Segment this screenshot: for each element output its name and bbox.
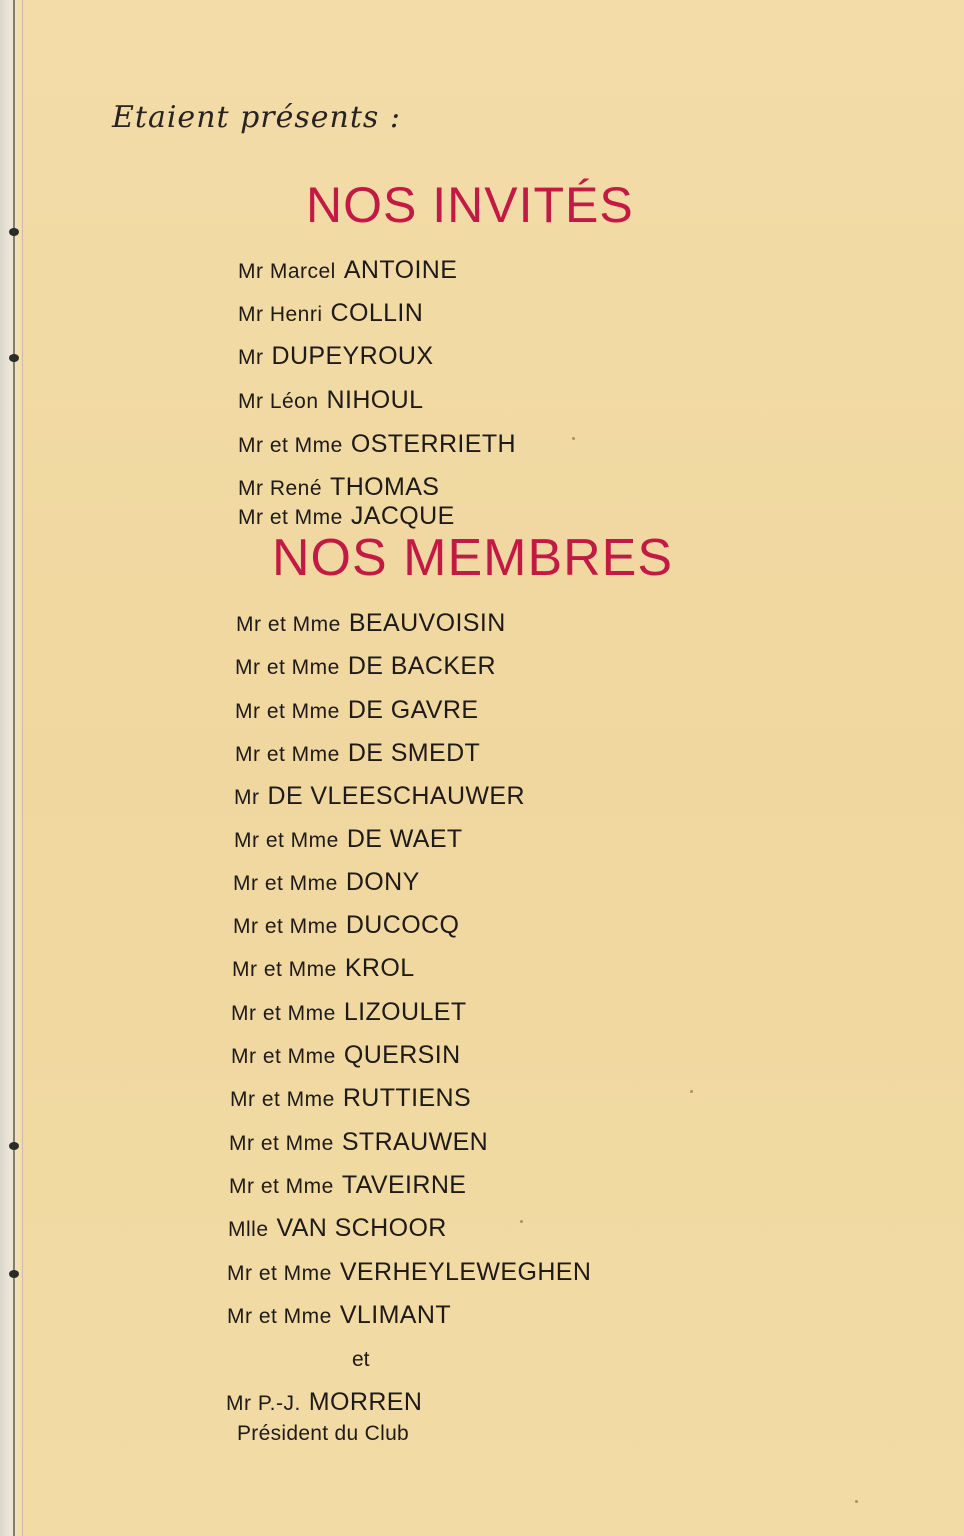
paper-speck (690, 1090, 693, 1093)
member-entry: Mr DE VLEESCHAUWER (234, 782, 525, 810)
guest-entry: Mr Léon NIHOUL (238, 386, 424, 414)
guests-section-title: NOS INVITÉS (306, 177, 634, 233)
member-entry: Mr et Mme VLIMANT (227, 1301, 451, 1329)
member-entry: Mr et Mme DE WAET (234, 825, 463, 853)
member-entry: Mr et Mme BEAUVOISIN (236, 609, 506, 637)
paper-speck (520, 1220, 523, 1223)
guest-entry: Mr René THOMAS (238, 473, 440, 501)
member-entry: Mr et Mme VERHEYLEWEGHEN (227, 1258, 592, 1286)
member-entry: Mr et Mme DE SMEDT (235, 739, 481, 767)
members-section-title: NOS MEMBRES (272, 529, 674, 587)
member-entry: Mr et Mme DE GAVRE (235, 696, 479, 724)
binding-stitch-icon (9, 354, 19, 362)
guest-entry: Mr et Mme JACQUE (238, 502, 455, 530)
member-entry: Mr et Mme TAVEIRNE (229, 1171, 467, 1199)
conjunction-text: et (352, 1348, 370, 1371)
paper-speck (572, 437, 575, 440)
member-entry: Mr et Mme DONY (233, 868, 420, 896)
member-entry: Mr et Mme STRAUWEN (229, 1128, 489, 1156)
guest-entry: Mr Marcel ANTOINE (238, 256, 458, 284)
paper-speck (855, 1500, 858, 1503)
binding-stitch-icon (9, 1142, 19, 1150)
binding-stitch-icon (9, 228, 19, 236)
member-entry: Mr et Mme DE BACKER (235, 652, 496, 680)
president-entry: Mr P.-J. MORREN (226, 1388, 423, 1416)
member-entry: Mr et Mme QUERSIN (231, 1041, 461, 1069)
guest-entry: Mr DUPEYROUX (238, 342, 434, 370)
attendees-heading: Etaient présents : (112, 100, 401, 135)
member-entry: Mr et Mme DUCOCQ (233, 911, 460, 939)
member-entry: Mr et Mme KROL (232, 954, 415, 982)
binding-stitch-icon (9, 1270, 19, 1278)
member-entry: Mlle VAN SCHOOR (228, 1214, 447, 1242)
guest-entry: Mr Henri COLLIN (238, 299, 424, 327)
president-title: Président du Club (237, 1422, 410, 1445)
guest-entry: Mr et Mme OSTERRIETH (238, 430, 516, 458)
member-entry: Mr et Mme RUTTIENS (230, 1084, 472, 1112)
member-entry: Mr et Mme LIZOULET (231, 998, 467, 1026)
